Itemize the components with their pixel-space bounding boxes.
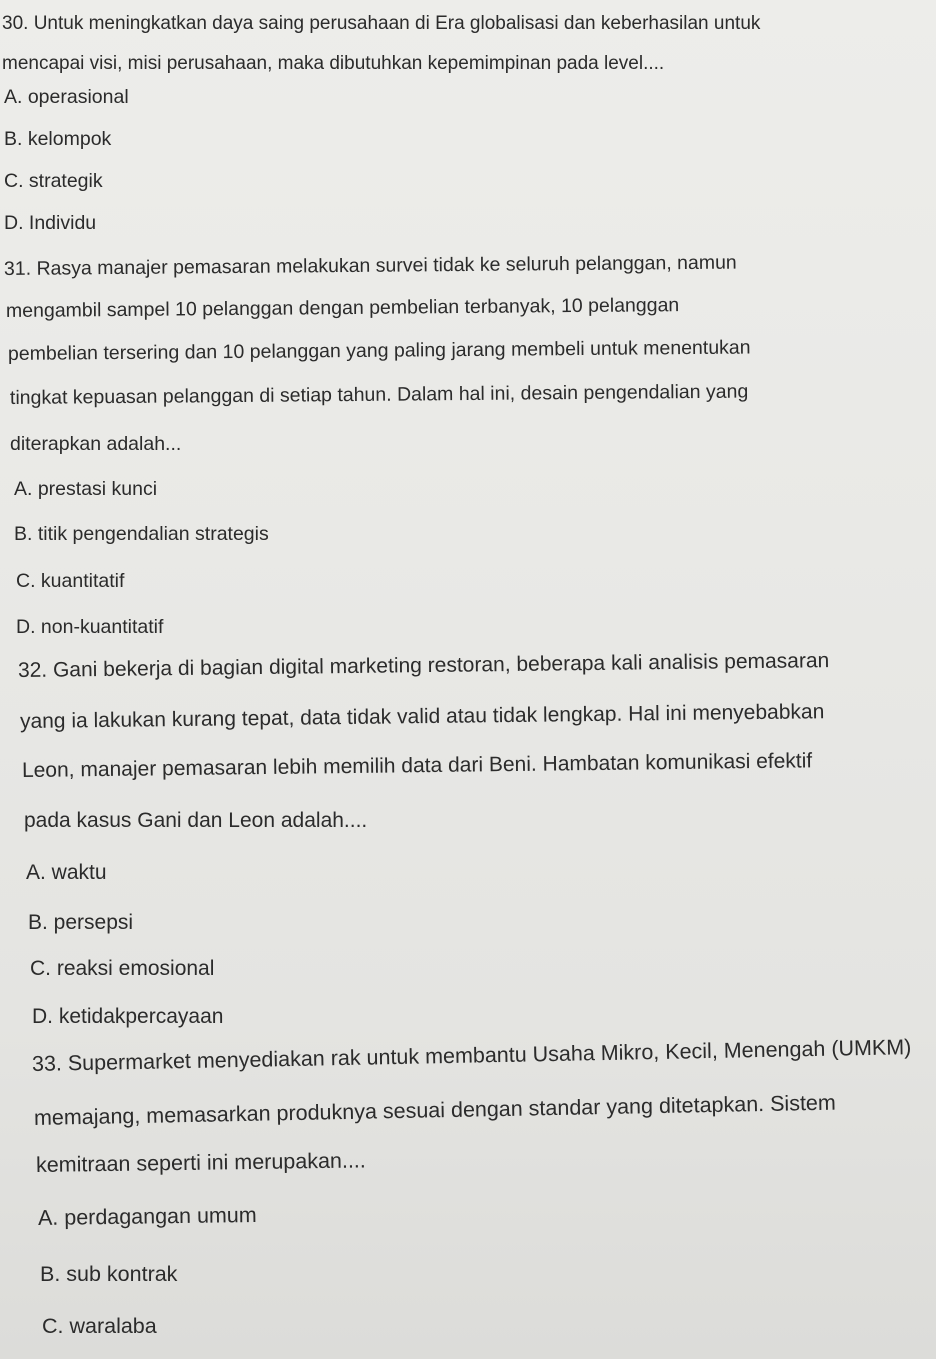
question-30-stem-line-2: mencapai visi, misi perusahaan, maka dibutuhkan kepemimpinan pada level.... <box>2 53 665 74</box>
question-32-option-b: B. persepsi <box>28 911 134 934</box>
question-30-option-a: A. operasional <box>4 86 129 108</box>
question-33-option-b: B. sub kontrak <box>40 1262 178 1286</box>
question-33-stem-line-1: 33. Supermarket menyediakan rak untuk membantu Usaha Mikro, Kecil, Menengah (UMKM) <box>31 1035 912 1076</box>
question-31-stem-line-2: mengambil sampel 10 pelanggan dengan pembelian terbanyak, 10 pelanggan <box>5 294 680 322</box>
question-31-option-c: C. kuantitatif <box>16 570 125 592</box>
question-32-stem-line-3: Leon, manajer pemasaran lebih memilih data dari Beni. Hambatan komunikasi efektif <box>21 749 813 782</box>
question-30-option-c: C. strategik <box>4 170 103 192</box>
question-31-option-b: B. titik pengendalian strategis <box>14 523 269 545</box>
question-30-stem-line-1: 30. Untuk meningkatkan daya saing perusahaan di Era globalisasi dan keberhasilan untuk <box>2 13 761 34</box>
question-31-option-d: D. non-kuantitatif <box>16 616 164 638</box>
question-31-option-a: A. prestasi kunci <box>14 478 158 500</box>
question-30-option-d: D. Individu <box>4 212 97 234</box>
question-33-stem-line-3: kemitraan seperti ini merupakan.... <box>35 1148 366 1177</box>
question-30-option-b: B. kelompok <box>4 128 112 150</box>
question-32-stem-line-2: yang ia lakukan kurang tepat, data tidak valid atau tidak lengkap. Hal ini menyebabkan <box>19 700 825 733</box>
question-32-option-c: C. reaksi emosional <box>30 957 215 980</box>
question-32-option-a: A. waktu <box>26 861 107 884</box>
question-32-stem-line-4: pada kasus Gani dan Leon adalah.... <box>24 809 368 832</box>
question-33-stem-line-2: memajang, memasarkan produknya sesuai dengan standar yang ditetapkan. Sistem <box>33 1090 837 1130</box>
question-32-option-d: D. ketidakpercayaan <box>32 1005 224 1028</box>
question-32-stem-line-1: 32. Gani bekerja di bagian digital marketing restoran, beberapa kali analisis pemasaran <box>17 649 830 682</box>
question-33-option-c: C. waralaba <box>42 1314 157 1338</box>
question-31-stem-line-4: tingkat kepuasan pelanggan di setiap tahun. Dalam hal ini, desain pengendalian yang <box>9 380 749 409</box>
question-31-stem-line-1: 31. Rasya manajer pemasaran melakukan survei tidak ke seluruh pelanggan, namun <box>3 251 737 280</box>
question-31-stem-line-3: pembelian tersering dan 10 pelanggan yang paling jarang membeli untuk menentukan <box>7 336 751 365</box>
question-31-stem-line-5: diterapkan adalah... <box>10 433 182 455</box>
question-33-option-a: A. perdagangan umum <box>37 1202 257 1230</box>
